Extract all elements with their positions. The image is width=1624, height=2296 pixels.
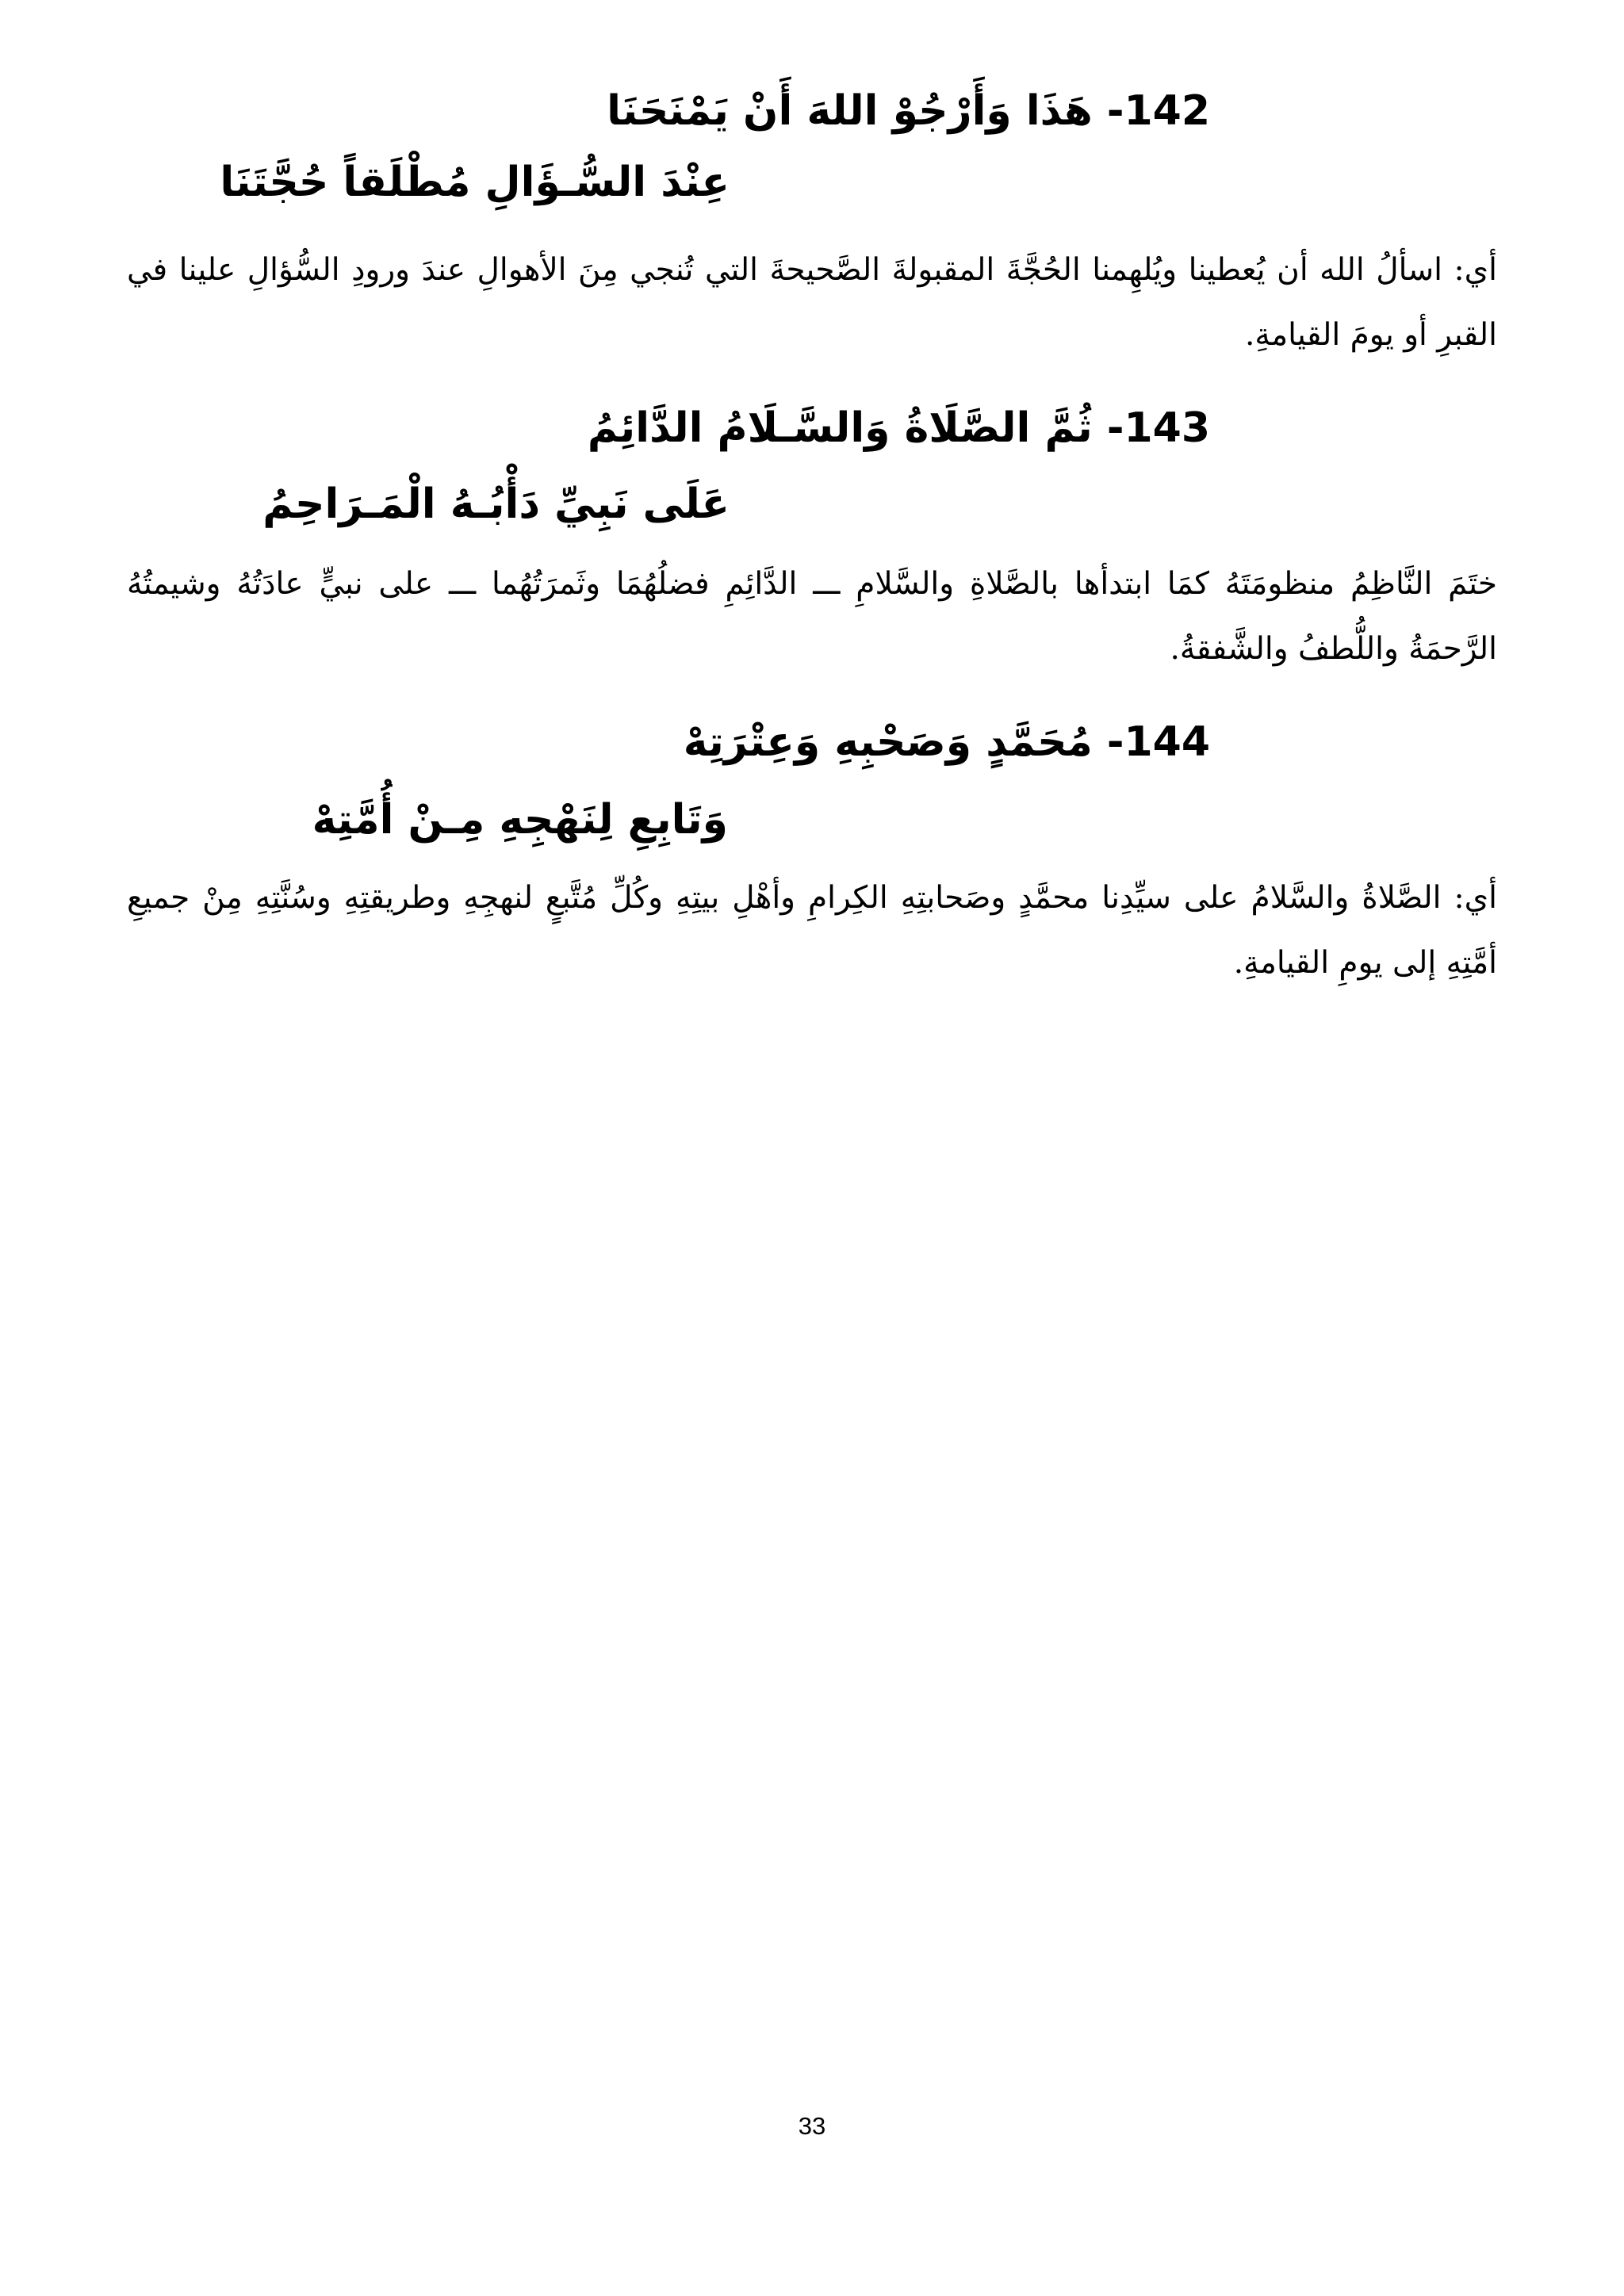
verse-144-commentary: أي: الصَّلاةُ والسَّلامُ على سيِّدِنا محمَّدٍ وصَحابتِهِ الكِرامِ وأهْلِ بيتِهِ وكُلِّ مُتَّبعٍ لنهجِهِ وطريقتِهِ وسُنَّتِهِ مِنْ جميعِ أمَّتِهِ إلى يومِ القيامةِ.	[127, 880, 1497, 981]
verse-143-commentary: ختَمَ النَّاظِمُ منظومَتَهُ كمَا ابتدأها بالصَّلاةِ والسَّلامِ ـــ الدَّائِمِ فضلُهُمَا وثَمرَتُهُما ـــ على نبيٍّ عادَتُهُ وشيمتُهُ الرَّحمَةُ واللُّطفُ والشَّفقةُ.	[127, 566, 1497, 667]
verse-143-first-hemistich: 143- ثُمَّ الصَّلَاةُ وَالسَّـلَامُ الدَّائِمُ	[587, 404, 1210, 452]
page-number: 33	[798, 2112, 826, 2140]
verse-143-second-hemistich: عَلَى نَبِيِّ دَأْبُـهُ الْمَـرَاحِمُ	[262, 480, 730, 528]
verse-142-commentary: أي: اسألُ الله أن يُعطينا ويُلهِمنا الحُجَّةَ المقبولةَ الصَّحيحةَ التي تُنجي مِنَ الأهوالِ عندَ ورودِ السُّؤالِ علينا في القبرِ أو يومَ القيامةِ.	[127, 252, 1497, 353]
verse-144-second-hemistich: وَتَابِعِ لِنَهْجِهِ مِـنْ أُمَّتِهْ	[312, 796, 728, 844]
verse-142-first-hemistich: 142- هَذَا وَأَرْجُوْ اللهَ أَنْ يَمْنَحَنَا	[607, 87, 1210, 135]
verse-142-second-hemistich: عِنْدَ السُّـؤَالِ مُطْلَقاً حُجَّتَنَا	[220, 159, 730, 206]
verse-144-first-hemistich: 144- مُحَمَّدٍ وَصَحْبِهِ وَعِتْرَتِهْ	[683, 718, 1210, 766]
